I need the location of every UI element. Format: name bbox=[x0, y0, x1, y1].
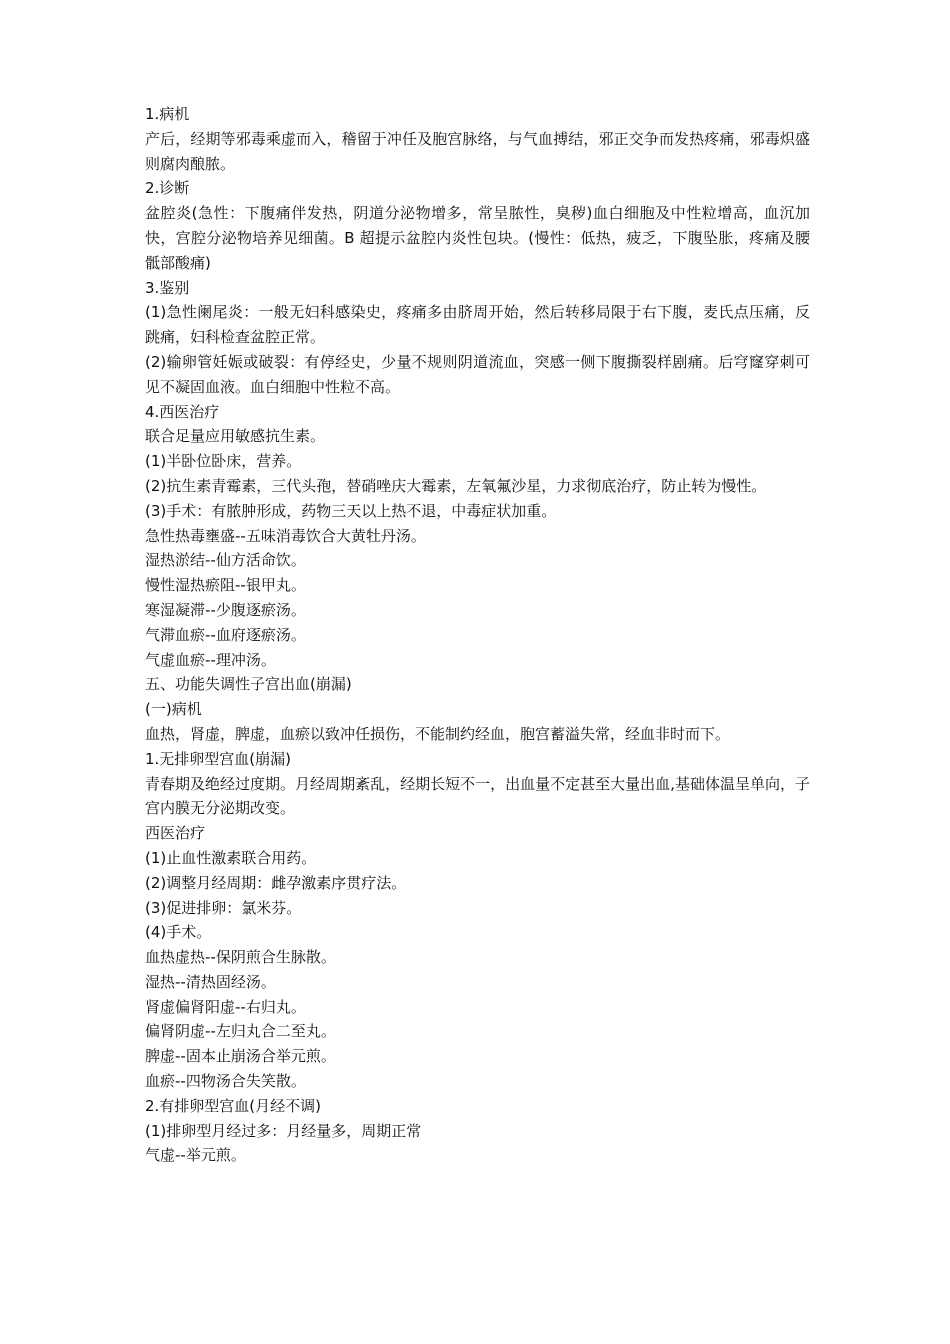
list-item-formula: 血瘀--四物汤合失笑散。 bbox=[145, 1072, 306, 1091]
section-heading-dub: 五、功能失调性子宫出血(崩漏) bbox=[145, 675, 352, 694]
list-item-cycle-regulation: (2)调整月经周期：雌孕激素序贯疗法。 bbox=[145, 873, 407, 892]
list-item-formula: 气滞血瘀--血府逐瘀汤。 bbox=[145, 625, 306, 644]
heading-dub-pathogenesis: (一)病机 bbox=[145, 700, 202, 719]
paragraph-dub-pathogenesis: 血热，肾虚，脾虚，血瘀以致冲任损伤，不能制约经血，胞宫蓄溢失常，经血非时而下。 bbox=[145, 724, 731, 743]
heading-ovulatory: 2.有排卵型宫血(月经不调) bbox=[145, 1096, 322, 1115]
list-item-ovulation: (3)促进排卵：氯米芬。 bbox=[145, 898, 302, 917]
paragraph-anovulatory: 青春期及绝经过度期。月经周期紊乱，经期长短不一，出血量不定甚至大量出血,基础体温呈单向，子宫内膜无分泌期改变。 bbox=[145, 774, 810, 818]
paragraph-appendicitis: (1)急性阑尾炎：一般无妇科感染史，疼痛多由脐周开始，然后转移局限于右下腹，麦氏点压痛，反跳痛，妇科检查盆腔正常。 bbox=[145, 303, 810, 347]
paragraph-pathogenesis: 产后，经期等邪毒乘虚而入，稽留于冲任及胞宫脉络，与气血搏结，邪正交争而发热疼痛，邪毒炽盛则腐肉酿脓。 bbox=[145, 129, 810, 173]
list-item-formula: 湿热淤结--仙方活命饮。 bbox=[145, 551, 306, 570]
heading-differential: 3.鉴别 bbox=[145, 278, 190, 297]
list-item-formula: 急性热毒壅盛--五味消毒饮合大黄牡丹汤。 bbox=[145, 526, 426, 545]
heading-anovulatory: 1.无排卵型宫血(崩漏) bbox=[145, 749, 292, 768]
list-item-formula: 肾虚偏肾阳虚--右归丸。 bbox=[145, 997, 306, 1016]
paragraph-diagnosis: 盆腔炎(急性：下腹痛伴发热，阴道分泌物增多，常呈脓性，臭秽)血白细胞及中性粒增高，血沉加快，宫腔分泌物培养见细菌。B 超提示盆腔内炎性包块。(慢性：低热，疲乏，下腹坠胀，疼痛及腰骶部酸痛) bbox=[145, 204, 810, 272]
list-item-antibiotic-drugs: (2)抗生素青霉素，三代头孢，替硝唑庆大霉素，左氧氟沙星，力求彻底治疗，防止转为慢性。 bbox=[145, 476, 767, 495]
list-item-formula: 脾虚--固本止崩汤合举元煎。 bbox=[145, 1047, 336, 1066]
paragraph-antibiotics: 联合足量应用敏感抗生素。 bbox=[145, 427, 326, 446]
list-item-formula: 血热虚热--保阴煎合生脉散。 bbox=[145, 948, 336, 967]
list-item-hemostasis: (1)止血性激素联合用药。 bbox=[145, 848, 317, 867]
list-item-formula: 气虚--举元煎。 bbox=[145, 1146, 246, 1165]
list-item-dub-surgery: (4)手术。 bbox=[145, 923, 212, 942]
list-item-formula: 湿热--清热固经汤。 bbox=[145, 972, 276, 991]
list-item-formula: 气虚血瘀--理冲汤。 bbox=[145, 650, 276, 669]
heading-western-treatment: 4.西医治疗 bbox=[145, 402, 220, 421]
heading-diagnosis: 2.诊断 bbox=[145, 179, 190, 198]
list-item-menorrhagia: (1)排卵型月经过多：月经量多，周期正常 bbox=[145, 1121, 422, 1140]
heading-western-treatment-dub: 西医治疗 bbox=[145, 824, 206, 843]
list-item-bedrest: (1)半卧位卧床，营养。 bbox=[145, 452, 302, 471]
list-item-formula: 寒湿凝滞--少腹逐瘀汤。 bbox=[145, 600, 306, 619]
list-item-formula: 偏肾阴虚--左归丸合二至丸。 bbox=[145, 1022, 336, 1041]
heading-pathogenesis: 1.病机 bbox=[145, 105, 190, 123]
list-item-formula: 慢性湿热瘀阻--银甲丸。 bbox=[145, 576, 306, 595]
paragraph-tubal-pregnancy: (2)输卵管妊娠或破裂：有停经史，少量不规则阴道流血，突感一侧下腹撕裂样剧痛。后穹窿穿刺可见不凝固血液。血白细胞中性粒不高。 bbox=[145, 352, 810, 396]
list-item-surgery: (3)手术：有脓肿形成，药物三天以上热不退，中毒症状加重。 bbox=[145, 501, 557, 520]
document-body bbox=[145, 102, 810, 1168]
